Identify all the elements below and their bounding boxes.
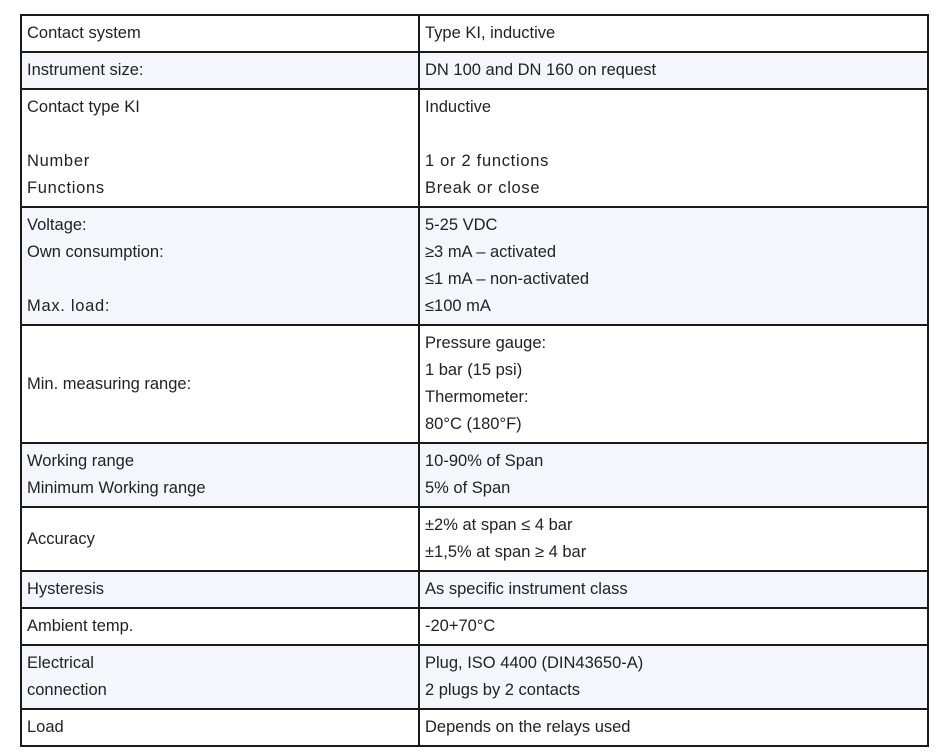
table-row [21, 645, 928, 709]
row-label-cell [21, 15, 419, 52]
blank-line [27, 266, 413, 293]
row-value: ≤100 mA [425, 297, 491, 315]
row-value: 5% of Span [425, 479, 511, 497]
row-label: Load [27, 718, 64, 736]
row-label: Own consumption: [27, 243, 164, 261]
table-row [21, 709, 928, 746]
row-label: Contact system [27, 24, 141, 42]
row-value: 5-25 VDC [425, 216, 498, 234]
row-value: ±1,5% at span ≥ 4 bar [425, 543, 587, 561]
row-value: Type KI, inductive [425, 24, 556, 42]
row-value-cell [419, 325, 928, 443]
table-row [21, 207, 928, 325]
row-value: ≥3 mA – activated [425, 243, 557, 261]
row-value: Break or close [425, 179, 541, 197]
row-label: Number [27, 152, 90, 170]
row-label-cell [21, 89, 419, 207]
row-label: Minimum Working range [27, 479, 206, 497]
row-label: Hysteresis [27, 580, 105, 598]
row-label-cell [21, 52, 419, 89]
row-value-cell [419, 52, 928, 89]
row-value: 80°C (180°F) [425, 415, 522, 433]
row-label: Functions [27, 179, 105, 197]
row-value-cell [419, 15, 928, 52]
row-label: Ambient temp. [27, 617, 134, 635]
row-value: DN 100 and DN 160 on request [425, 61, 657, 79]
row-value: 1 bar (15 psi) [425, 361, 523, 379]
row-label-cell [21, 507, 419, 571]
row-value: Plug, ISO 4400 (DIN43650-A) [425, 654, 644, 672]
row-value-cell [419, 443, 928, 507]
row-label: Min. measuring range: [27, 374, 192, 393]
row-value-cell [419, 571, 928, 608]
row-value: Thermometer: [425, 388, 529, 406]
row-label: Max. load: [27, 297, 111, 315]
row-value: -20+70°C [425, 617, 496, 635]
row-label-cell [21, 709, 419, 746]
row-value-cell [419, 709, 928, 746]
specification-table [20, 14, 929, 747]
row-value-cell [419, 89, 928, 207]
row-label-cell [21, 207, 419, 325]
table-row [21, 15, 928, 52]
row-value-cell [419, 608, 928, 645]
row-label-cell [21, 325, 419, 443]
table-row [21, 608, 928, 645]
row-label: Contact type KI [27, 98, 140, 116]
row-label-cell [21, 645, 419, 709]
table-row [21, 325, 928, 443]
row-value-cell [419, 507, 928, 571]
row-label: Accuracy [27, 529, 95, 548]
row-value: As specific instrument class [425, 580, 628, 598]
row-label: Working range [27, 452, 135, 470]
blank-line [27, 121, 413, 148]
blank-line [425, 121, 922, 148]
row-label-cell [21, 571, 419, 608]
row-value: Pressure gauge: [425, 334, 547, 352]
row-value: ≤1 mA – non-activated [425, 270, 590, 288]
row-value-cell [419, 645, 928, 709]
row-value: Inductive [425, 98, 492, 116]
row-label-cell [21, 443, 419, 507]
row-label: Instrument size: [27, 61, 144, 79]
row-value: 2 plugs by 2 contacts [425, 681, 581, 699]
row-value: 1 or 2 functions [425, 152, 550, 170]
table-row [21, 571, 928, 608]
row-value: ±2% at span ≤ 4 bar [425, 516, 573, 534]
row-value: 10-90% of Span [425, 452, 544, 470]
row-value: Depends on the relays used [425, 718, 631, 736]
row-label-cell [21, 608, 419, 645]
row-value-cell [419, 207, 928, 325]
row-label: Voltage: [27, 216, 87, 234]
table-row [21, 443, 928, 507]
table-row [21, 52, 928, 89]
row-label: connection [27, 681, 107, 699]
row-label: Electrical [27, 654, 94, 672]
table-row [21, 89, 928, 207]
table-row [21, 507, 928, 571]
